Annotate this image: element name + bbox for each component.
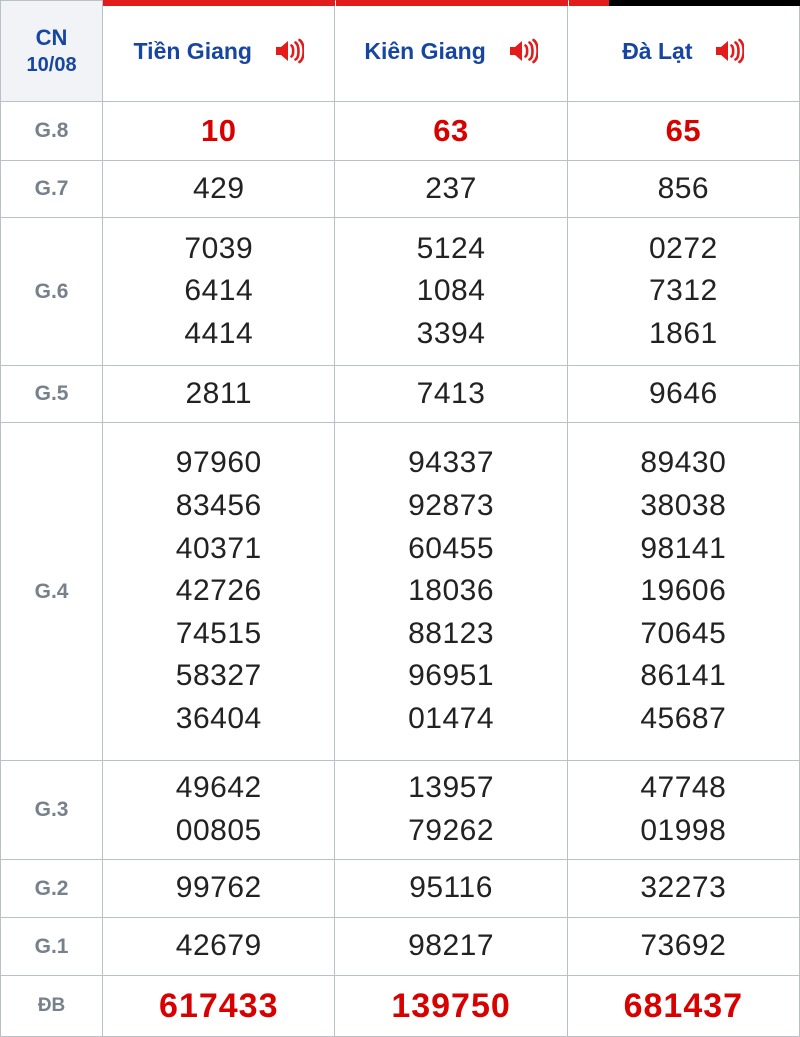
prize-numbers-cell — [103, 976, 335, 1037]
prize-number: 32273 — [640, 871, 727, 905]
table-row — [1, 102, 800, 161]
prize-label: G.5 — [1, 366, 103, 423]
prize-number: 63 — [433, 112, 469, 148]
prize-number: 60455 — [408, 531, 495, 565]
prize-number: 86141 — [640, 659, 727, 693]
date-header-cell — [1, 1, 103, 102]
prize-number: 45687 — [640, 701, 727, 735]
table-row — [1, 860, 800, 918]
prize-label: G.4 — [1, 423, 103, 761]
header-accent-bar-2 — [336, 0, 568, 6]
prize-numbers-cell — [103, 918, 335, 976]
prize-label: G.2 — [1, 860, 103, 918]
prize-number: 96951 — [408, 659, 495, 693]
province-name-label: Đà Lạt — [622, 37, 693, 64]
results-body — [1, 102, 800, 1037]
prize-number: 01474 — [408, 701, 495, 735]
prize-number: 40371 — [175, 531, 262, 565]
prize-number: 99762 — [175, 871, 262, 905]
prize-numbers-cell — [335, 860, 567, 918]
prize-number: 42679 — [175, 929, 262, 963]
prize-number: 0272 — [648, 231, 718, 265]
prize-numbers-cell — [103, 423, 335, 761]
prize-numbers-cell — [103, 761, 335, 860]
prize-number: 7413 — [416, 376, 486, 410]
prize-numbers-cell — [335, 218, 567, 366]
prize-number: 73692 — [640, 929, 727, 963]
prize-number: 65 — [665, 112, 702, 148]
prize-numbers-cell — [335, 102, 567, 161]
prize-number: 2811 — [185, 376, 253, 410]
table-row — [1, 161, 800, 218]
prize-number: 3394 — [416, 316, 486, 350]
prize-numbers-cell — [567, 761, 799, 860]
prize-number: 429 — [192, 171, 245, 205]
prize-numbers-cell — [103, 366, 335, 423]
prize-label: G.3 — [1, 761, 103, 860]
prize-number: 18036 — [408, 574, 495, 608]
prize-numbers-cell — [567, 366, 799, 423]
prize-numbers-cell — [567, 161, 799, 218]
table-row — [1, 218, 800, 366]
prize-number: 681437 — [623, 986, 744, 1025]
prize-numbers-cell — [567, 423, 799, 761]
prize-number: 856 — [657, 171, 710, 205]
prize-numbers-cell — [335, 161, 567, 218]
prize-number: 9646 — [648, 376, 718, 410]
province-name-label: Kiên Giang — [364, 37, 486, 64]
prize-label: ĐB — [1, 976, 103, 1037]
header-accent-bar-1 — [103, 0, 335, 6]
prize-numbers-cell — [335, 423, 567, 761]
prize-numbers-cell — [567, 860, 799, 918]
prize-number: 19606 — [640, 574, 727, 608]
prize-number: 00805 — [175, 814, 262, 847]
prize-number: 01998 — [640, 814, 727, 847]
prize-numbers-cell — [335, 918, 567, 976]
prize-number: 98217 — [408, 929, 495, 963]
prize-numbers-cell — [335, 761, 567, 860]
prize-numbers-cell — [103, 161, 335, 218]
table-header-row — [1, 1, 800, 102]
prize-numbers-cell — [567, 102, 799, 161]
prize-number: 139750 — [391, 986, 511, 1025]
weekday-label: CN — [35, 25, 68, 51]
prize-number: 5124 — [416, 231, 486, 265]
prize-numbers-cell — [567, 976, 799, 1037]
prize-number: 79262 — [408, 814, 495, 847]
prize-label: G.1 — [1, 918, 103, 976]
prize-number: 7039 — [184, 231, 254, 265]
province-header-kien-giang[interactable] — [335, 1, 567, 102]
prize-number: 49642 — [175, 771, 262, 805]
prize-number: 47748 — [640, 771, 727, 805]
prize-number: 74515 — [175, 616, 262, 650]
prize-numbers-cell — [335, 976, 567, 1037]
date-label: 10/08 — [26, 54, 77, 77]
prize-number: 1861 — [648, 316, 718, 350]
prize-number: 237 — [425, 171, 477, 205]
prize-numbers-cell — [103, 860, 335, 918]
prize-number: 58327 — [175, 659, 262, 693]
prize-number: 617433 — [159, 986, 279, 1025]
prize-number: 13957 — [408, 771, 495, 805]
prize-numbers-cell — [103, 218, 335, 366]
speaker-icon[interactable] — [714, 37, 744, 65]
prize-number: 36404 — [175, 701, 262, 735]
prize-number: 10 — [201, 112, 237, 148]
prize-number: 97960 — [175, 446, 262, 480]
province-header-tien-giang[interactable] — [103, 1, 335, 102]
prize-number: 98141 — [640, 531, 727, 565]
prize-label: G.8 — [1, 102, 103, 161]
prize-number: 92873 — [408, 489, 495, 523]
table-row — [1, 366, 800, 423]
table-row — [1, 761, 800, 860]
prize-label: G.6 — [1, 218, 103, 366]
prize-number: 94337 — [408, 446, 495, 480]
prize-number: 42726 — [175, 574, 262, 608]
prize-number: 38038 — [640, 489, 727, 523]
speaker-icon[interactable] — [508, 37, 538, 65]
prize-number: 88123 — [408, 616, 495, 650]
prize-number: 89430 — [640, 446, 727, 480]
table-row — [1, 918, 800, 976]
prize-numbers-cell — [567, 918, 799, 976]
prize-number: 4414 — [184, 316, 254, 350]
prize-label: G.7 — [1, 161, 103, 218]
province-header-da-lat[interactable] — [567, 1, 799, 102]
table-row — [1, 976, 800, 1037]
prize-number: 1084 — [416, 274, 486, 308]
header-accent-bar-dark — [609, 0, 800, 6]
prize-numbers-cell — [103, 102, 335, 161]
speaker-icon[interactable] — [274, 37, 304, 65]
prize-numbers-cell — [567, 218, 799, 366]
prize-number: 6414 — [184, 274, 254, 308]
table-row — [1, 423, 800, 761]
prize-numbers-cell — [335, 366, 567, 423]
prize-number: 70645 — [640, 616, 727, 650]
prize-number: 7312 — [648, 274, 718, 308]
prize-number: 95116 — [409, 871, 493, 905]
prize-number: 83456 — [175, 489, 262, 523]
province-name-label: Tiền Giang — [133, 37, 252, 64]
